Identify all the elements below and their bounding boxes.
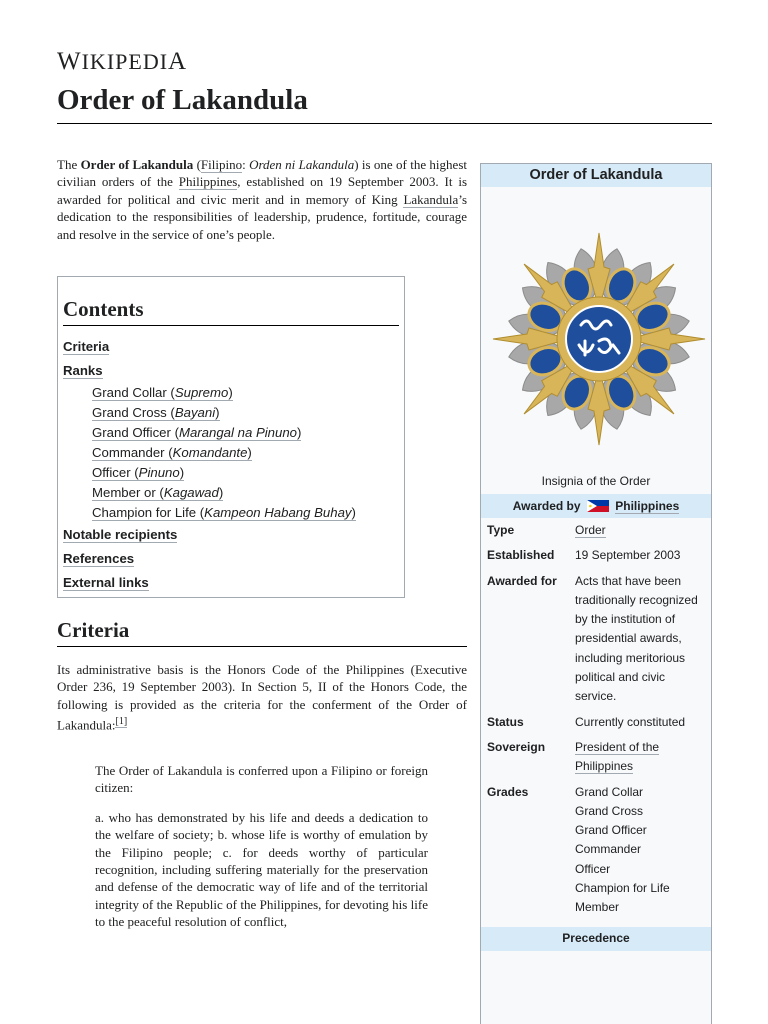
- wikipedia-logo[interactable]: WIKIPEDIA: [57, 48, 188, 75]
- infobox-row-established: Established 19 September 2003: [487, 548, 681, 563]
- precedence-header: Precedence: [481, 927, 711, 951]
- quote-intro: The Order of Lakandula is conferred upon a Filipino or foreign citizen:: [95, 763, 428, 796]
- grade-item: Officer: [575, 861, 611, 876]
- grade-item: Member: [575, 900, 620, 915]
- sovereign-link[interactable]: President of the Philippines: [575, 739, 660, 774]
- infobox-row-grades: Grades Grand Collar Grand Cross Grand Officer Commander Officer Champion for Life Member: [481, 780, 711, 921]
- grade-item: Commander: [575, 842, 642, 857]
- reference-link[interactable]: [1]: [115, 716, 128, 728]
- grade-item: Grand Cross: [575, 803, 644, 818]
- toc-item-grand-officer[interactable]: Grand Officer (Marangal na Pinuno): [92, 425, 302, 440]
- philippines-link[interactable]: Philippines: [178, 174, 238, 190]
- infobox-row-type: Type Order: [487, 523, 606, 537]
- lakandula-link[interactable]: Lakandula: [403, 191, 459, 207]
- criteria-paragraph: Its administrative basis is the Honors Code of the Philippines (Executive Order 236, 19 September 2003). In Section 5, II of the Honors Code, the following is provided as the criteria for the conferment of the Order of Lakandula:[1]: [57, 662, 467, 733]
- toc-item-grand-collar[interactable]: Grand Collar (Supremo): [92, 385, 233, 400]
- infobox: [480, 163, 712, 1024]
- filipino-link[interactable]: Filipino: [200, 157, 243, 172]
- infobox-row-awarded-for: Awarded for Acts that have been traditionally recognized by the institution of presidential awards, including meritorious political and civic service.: [487, 573, 698, 704]
- toc-item-commander[interactable]: Commander (Komandante): [92, 445, 252, 460]
- toc-item-notable-recipients[interactable]: Notable recipients: [63, 527, 178, 542]
- type-order-link[interactable]: Order: [575, 523, 606, 537]
- grade-item: Champion for Life: [575, 881, 670, 896]
- infobox-row-status: Status Currently constituted: [487, 714, 686, 729]
- table-of-contents: [57, 276, 405, 598]
- toc-item-member[interactable]: Member or (Kagawad): [92, 485, 224, 500]
- toc-item-grand-cross[interactable]: Grand Cross (Bayani): [92, 405, 220, 420]
- toc-item-ranks[interactable]: Ranks: [63, 363, 103, 378]
- toc-title: Contents: [63, 297, 399, 326]
- philippines-flag-icon: [587, 500, 609, 512]
- grade-item: Grand Collar: [575, 784, 644, 799]
- toc-item-officer[interactable]: Officer (Pinuno): [92, 465, 185, 480]
- grade-item: Grand Officer: [575, 823, 647, 838]
- awarded-by-philippines-link[interactable]: Philippines: [615, 499, 680, 513]
- toc-item-champion[interactable]: Champion for Life (Kampeon Habang Buhay): [92, 505, 356, 520]
- awarded-by-header: Awarded by Philippines: [481, 494, 711, 518]
- insignia-image[interactable]: [481, 187, 711, 470]
- toc-item-external-links[interactable]: External links: [63, 575, 149, 590]
- infobox-caption: Insignia of the Order: [541, 474, 651, 488]
- criteria-quote: [95, 762, 428, 943]
- order-insignia-icon: [481, 187, 711, 470]
- section-heading-criteria: Criteria: [57, 618, 467, 647]
- infobox-row-sovereign: Sovereign President of the Philippines: [487, 739, 660, 774]
- quote-body: a. who has demonstrated by his life and deeds a dedication to the welfare of society; b. whose life is worthy of emulation by the Filipino people; c. for deeds worthy of particular recognition, including suffering materially for the preservation and defense of the democratic way of life and of the territorial integrity of the Republic of the Philippines, for devoting his life to the peaceful resolution of conflict,: [95, 809, 428, 930]
- infobox-title: Order of Lakandula: [481, 164, 711, 187]
- page-title: Order of Lakandula: [57, 84, 712, 124]
- toc-item-references[interactable]: References: [63, 551, 135, 566]
- toc-item-criteria[interactable]: Criteria: [63, 339, 110, 354]
- intro-paragraph: The Order of Lakandula (Filipino: Orden ni Lakandula) is one of the highest civilian orders of the Philippines, established on 19 September 2003. It is awarded for political and civic merit and in memory of King Lakandula’s dedication to the responsibilities of leadership, prudence, fortitude, courage and resolve in the service of one’s people.: [57, 157, 468, 242]
